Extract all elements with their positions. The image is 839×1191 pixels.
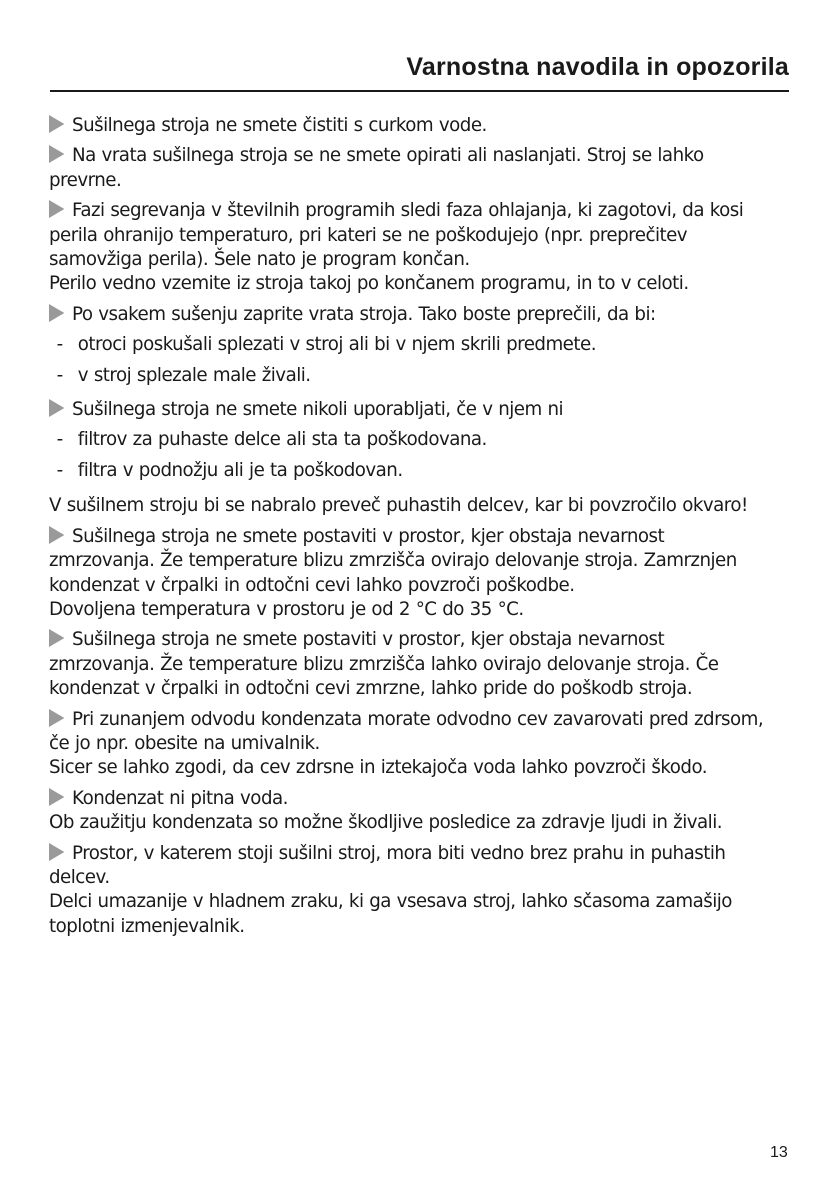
safety-item-frost <box>49 524 769 622</box>
safety-item-dust <box>49 841 769 939</box>
safety-text: Sušilnega stroja ne smete čistiti s curkom vode. <box>72 114 487 136</box>
safety-item-close-door <box>49 302 769 387</box>
page-content <box>49 113 769 938</box>
safety-note: Perilo vedno vzemite iz stroja takoj po končanem programu, in to v celoti. <box>49 272 689 295</box>
dash-bullet: - <box>56 428 63 451</box>
safety-text: Kondenzat ni pitna voda. <box>72 786 288 809</box>
safety-item-condensate <box>49 786 769 835</box>
safety-text: Sušilnega stroja ne smete postaviti v prostor, kjer obstaja nevarnost zmrzovanja. Že temperature blizu zmrzišča lahko ovirajo delovanje stroja. Če kondenzat v črpalki in odtočni cevi zmrzne, lahko pride do poškodb stroja. <box>49 628 719 700</box>
triangle-right-icon <box>49 399 64 417</box>
triangle-right-icon <box>49 629 64 647</box>
list-item: - filtra v podnožju ali je ta poškodovan. <box>56 458 403 481</box>
safety-text: Pri zunanjem odvodu kondenzata morate odvodno cev zavarovati pred zdrsom, če jo npr. obesite na umivalnik. <box>49 707 764 754</box>
safety-note: V sušilnem stroju bi se nabralo preveč puhastih delcev, kar bi povzročilo okvaro! <box>49 494 748 517</box>
safety-text: Po vsakem sušenju zaprite vrata stroja. Tako boste preprečili, da bi: <box>72 302 656 325</box>
safety-note: Ob zaužitju kondenzata so možne škodljive posledice za zdravje ljudi in živali. <box>49 811 723 834</box>
dash-bullet: - <box>56 458 63 481</box>
triangle-right-icon <box>49 788 64 806</box>
safety-item-cooling-phase <box>49 198 769 296</box>
safety-text: Fazi segrevanja v številnih programih sledi faza ohlajanja, ki zagotovi, da kosi perila ohranijo temperaturo, pri kateri se ne poškodujejo (npr. preprečitev samovžiga perila). Šele nato je program končan. <box>49 199 744 271</box>
page-title: Varnostna navodila in opozorila <box>406 53 789 81</box>
safety-note: Sicer se lahko zgodi, da cev zdrsne in iztekajoča voda lahko povzroči škodo. <box>49 756 708 779</box>
dash-bullet: - <box>56 363 63 386</box>
triangle-right-icon <box>49 709 64 727</box>
dash-bullet: - <box>56 333 63 356</box>
safety-item-door <box>49 143 769 192</box>
safety-text: Prostor, v katerem stoji sušilni stroj, mora biti vedno brez prahu in puhastih delcev. <box>49 841 726 888</box>
safety-item-drain-hose <box>49 707 769 780</box>
triangle-right-icon <box>49 145 64 163</box>
list-item: - filtrov za puhaste delce ali sta ta poškodovana. <box>56 428 487 451</box>
list-item: - otroci poskušali splezati v stroj ali bi v njem skrili predmete. <box>56 333 596 356</box>
safety-item-cleaning <box>49 113 769 137</box>
triangle-right-icon <box>49 526 64 544</box>
page-header <box>50 52 789 92</box>
safety-item-filters <box>49 397 769 518</box>
triangle-right-icon <box>49 200 64 218</box>
safety-text: Sušilnega stroja ne smete nikoli uporabljati, če v njem ni <box>72 398 564 421</box>
safety-text: Sušilnega stroja ne smete postaviti v prostor, kjer obstaja nevarnost zmrzovanja. Že temperature blizu zmrzišča ovirajo delovanje stroja. Zamrznjen kondenzat v črpalki in odtočni cevi lahko povzroči poškodbe. <box>49 524 737 596</box>
safety-note: Delci umazanije v hladnem zraku, ki ga vsesava stroj, lahko sčasoma zamašijo toplotni izmenjevalnik. <box>49 890 732 937</box>
triangle-right-icon <box>49 843 64 861</box>
triangle-right-icon <box>49 115 64 133</box>
safety-text: Na vrata sušilnega stroja se ne smete opirati ali naslanjati. Stroj se lahko prevrne. <box>49 144 704 191</box>
list-item: - v stroj splezale male živali. <box>56 363 311 386</box>
page-number: 13 <box>770 1144 788 1161</box>
safety-item-frost-2 <box>49 627 769 700</box>
safety-note: Dovoljena temperatura v prostoru je od 2 °C do 35 °C. <box>49 597 524 620</box>
triangle-right-icon <box>49 304 64 322</box>
